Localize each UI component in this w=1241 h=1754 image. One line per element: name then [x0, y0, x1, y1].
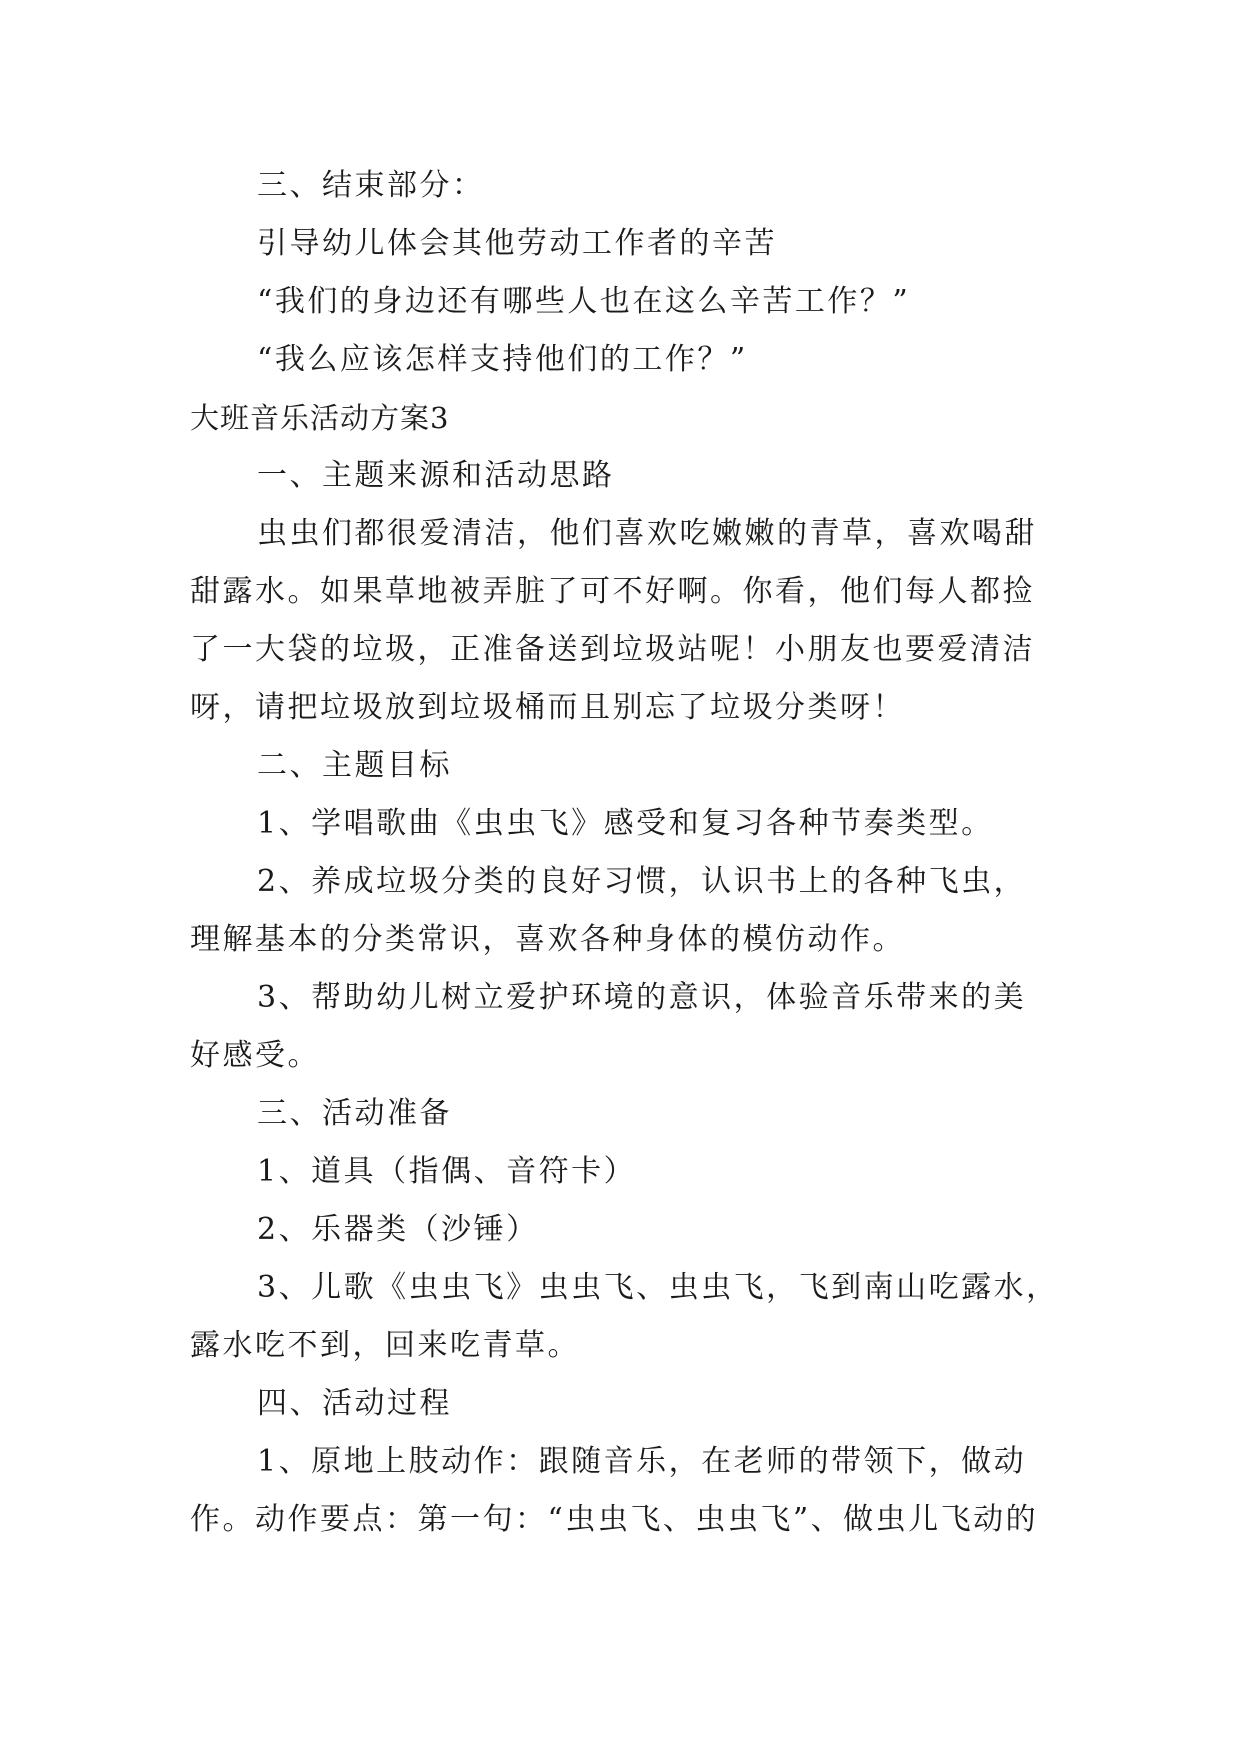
- paragraph-line: 呀，请把垃圾放到垃圾桶而且别忘了垃圾分类呀！: [190, 690, 905, 725]
- list-item-continuation: 露水吃不到，回来吃青草。: [190, 1328, 580, 1363]
- list-item: 1、原地上肢动作：跟随音乐，在老师的带领下，做动: [257, 1444, 1027, 1479]
- section-heading: 三、活动准备: [257, 1096, 452, 1131]
- list-item-continuation: 理解基本的分类常识，喜欢各种身体的模仿动作。: [190, 922, 905, 957]
- paragraph-line: 了一大袋的垃圾，正准备送到垃圾站呢！小朋友也要爱清洁: [190, 632, 1035, 667]
- list-item-continuation: 好感受。: [190, 1038, 320, 1073]
- quote-line: “我们的身边还有哪些人也在这么辛苦工作？”: [257, 284, 911, 319]
- section-heading: 二、主题目标: [257, 748, 452, 783]
- list-item-continuation: 作。动作要点：第一句：“虫虫飞、虫虫飞”、做虫儿飞动的: [190, 1502, 1039, 1537]
- list-item: 3、儿歌《虫虫飞》虫虫飞、虫虫飞，飞到南山吃露水，: [257, 1270, 1059, 1305]
- paragraph-line: 虫虫们都很爱清洁，他们喜欢吃嫩嫩的青草，喜欢喝甜: [257, 516, 1037, 551]
- paragraph-line: 引导幼儿体会其他劳动工作者的辛苦: [257, 226, 777, 261]
- paragraph-line: 甜露水。如果草地被弄脏了可不好啊。你看，他们每人都捡: [190, 574, 1035, 609]
- list-item: 1、学唱歌曲《虫虫飞》感受和复习各种节奏类型。: [257, 806, 994, 841]
- list-item: 2、乐器类（沙锤）: [257, 1212, 539, 1247]
- list-item: 2、养成垃圾分类的良好习惯，认识书上的各种飞虫，: [257, 864, 1027, 899]
- section-heading: 一、主题来源和活动思路: [257, 458, 615, 493]
- section-heading: 四、活动过程: [257, 1386, 452, 1421]
- document-title: 大班音乐活动方案3: [190, 401, 450, 435]
- quote-line: “我么应该怎样支持他们的工作？”: [257, 342, 748, 377]
- list-item: 1、道具（指偶、音符卡）: [257, 1154, 637, 1189]
- list-item: 3、帮助幼儿树立爱护环境的意识，体验音乐带来的美: [257, 980, 1027, 1015]
- section-heading: 三、结束部分：: [257, 168, 485, 203]
